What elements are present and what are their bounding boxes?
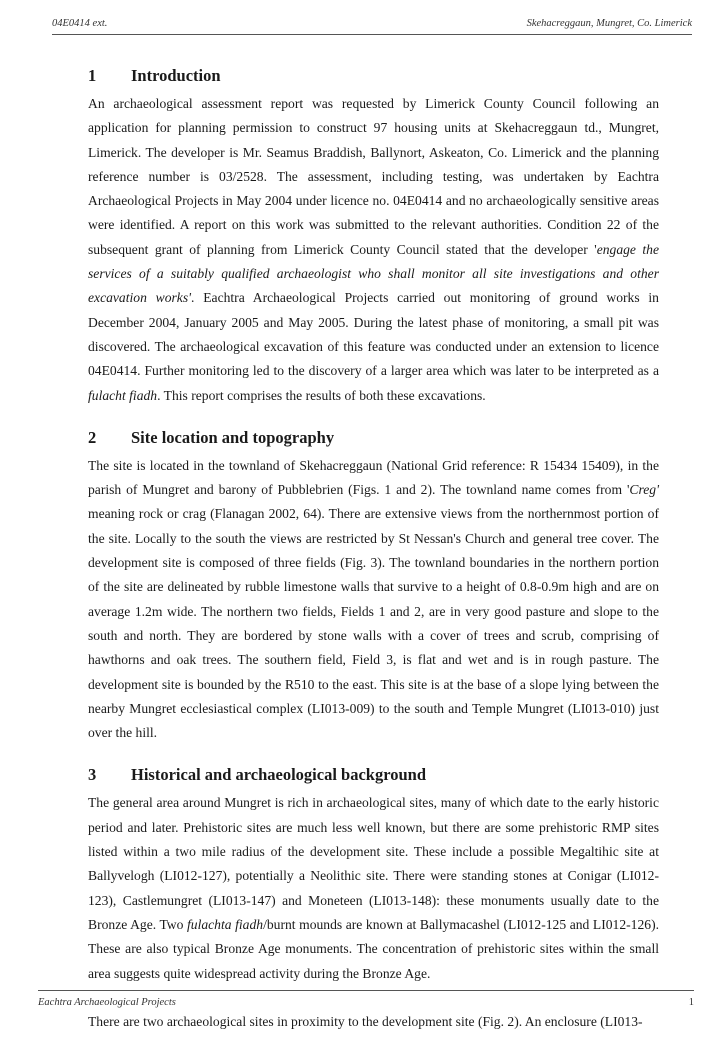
section-heading <box>88 761 659 789</box>
paragraph <box>88 454 659 746</box>
text-run: The general area around Mungret is rich in archaeological sites, many of which date to the early historic period and later. Prehistoric sites are much less well known, but there are some prehistoric RMP sites listed within a two mile radius of the development site. These include a possible Megaltihic site at Ballyvelogh (LI012-127), potentially a Neolithic site. There were standing stones at Conigar (LI012-123), Castlemungret (LI013-147) and Moneteen (LI013-148): these monuments usually date to the Bronze Age. Two <box>88 795 659 932</box>
text-run: The site is located in the townland of Skehacreggaun (National Grid reference: R 15434 15409), in the parish of Mungret and barony of Pubblebrien (Figs. 1 and 2). The townland name comes from ' <box>88 457 659 498</box>
text-run: . This report comprises the results of both these excavations. <box>157 387 486 403</box>
section-heading <box>88 62 659 90</box>
italic-run: fulachta fiadh <box>187 916 264 932</box>
document-body <box>88 62 659 1050</box>
footer-organisation: Eachtra Archaeological Projects <box>38 997 176 1008</box>
section-site-location <box>88 424 659 746</box>
text-run: . Eachtra Archaeological Projects carried out monitoring of ground works in December 2004, January 2005 and May 2005. During the latest phase of monitoring, a small pit was discovered. The archaeological excavation of this feature was conducted under an extension to licence 04E0414. Further monitoring led to the discovery of a larger area which was later to be interpreted as a <box>88 290 659 379</box>
italic-run: fulacht fiadh <box>88 387 158 403</box>
header-licence: 04E0414 ext. <box>52 18 108 29</box>
section-number: 3 <box>88 765 97 785</box>
section-heading <box>88 424 659 452</box>
italic-run: Creg' <box>629 482 659 498</box>
italic-run: engage the services of a suitably qualified archaeologist who shall monitor all site investigations and other excavation works' <box>88 241 659 306</box>
section-number: 2 <box>88 427 97 447</box>
section-title: Site location and topography <box>131 427 335 447</box>
header-location: Skehacreggaun, Mungret, Co. Limerick <box>526 18 692 29</box>
page-number: 1 <box>688 997 694 1008</box>
text-run: An archaeological assessment report was requested by Limerick County Council following an application for planning permission to construct 97 housing units at Skehacreggaun td., Mungret, Limerick. The developer is Mr. Seamus Braddish, Ballynort, Askeaton, Co. Limerick and the planning reference number is 03/2528. The assessment, including testing, was undertaken by Eachtra Archaeological Projects in May 2004 under licence no. 04E0414 and no archaeologically sensitive areas were identified. A report on this work was submitted to the relevant authorities. Condition 22 of the subsequent grant of planning from Limerick County Council stated that the developer ' <box>88 96 659 257</box>
paragraph: There are two archaeological sites in proximity to the development site (Fig. 2). An enclosure (LI013- <box>88 1013 643 1029</box>
section-introduction <box>88 62 659 408</box>
running-header <box>52 12 692 35</box>
running-footer <box>38 990 694 1013</box>
text-run: meaning rock or crag (Flanagan 2002, 64). There are extensive views from the northernmost portion of the site. Locally to the south the views are restricted by St Nessan's Church and general tree cover. The development site is composed of three fields (Fig. 3). The townland boundaries in the northern portion of the site are delineated by rubble limestone walls that survive to a height of 0.8-0.9m high and are on average 1.2m wide. The northern two fields, Fields 1 and 2, are in very good pasture and slope to the south and north. They are bordered by stone walls with a cover of trees and scrub, comprising of hawthorns and oak trees. The southern field, Field 3, is flat and wet and is in rough pasture. The development site is bounded by the R510 to the east. This site is at the base of a slope lying between the nearby Mungret ecclesiastical complex (LI013-009) to the south and Temple Mungret (LI013-010) just over the hill. <box>88 506 659 741</box>
text-run: /burnt mounds are known at Ballymacashel (LI012-125 and LI012-126). These are also typical Bronze Age monuments. The concentration of prehistoric sites within the small area suggests quite widespread activity during the Bronze Age. <box>88 916 659 981</box>
paragraph <box>88 92 659 408</box>
section-title: Historical and archaeological background <box>131 765 427 785</box>
section-number: 1 <box>88 66 97 85</box>
section-title: Introduction <box>131 66 221 85</box>
paragraph <box>88 791 659 985</box>
